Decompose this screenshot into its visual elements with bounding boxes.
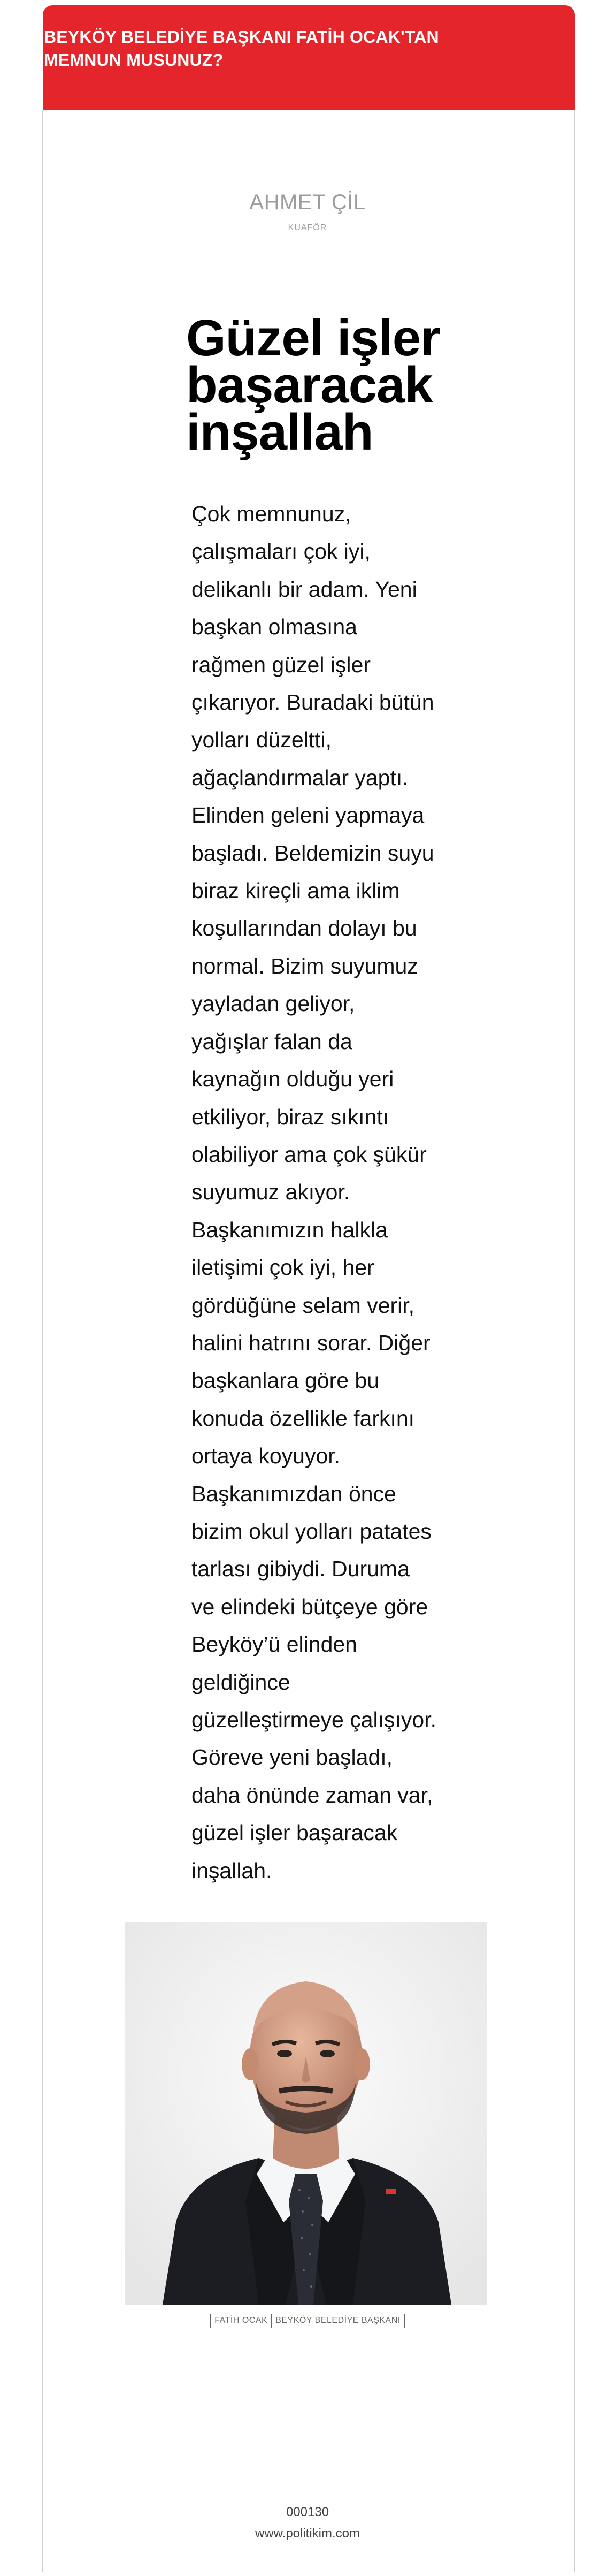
article-body: Çok memnunuz, çalışmaları çok iyi, delikanlı bir adam. Yeni başkan olmasına rağmen güzel işler çıkarıyor. Buradaki bütün yolları düzeltti, ağaçlandırmalar yaptı. Elinden geleni yapmaya başladı. Beldemizin suyu biraz kireçli ama iklim koşullarından dolayı bu normal. Bizim suyumuz yayladan geliyor, yağışlar falan da kaynağın olduğu yeri etkiliyor, biraz sıkıntı olabiliyor ama çok şükür suyumuz akıyor. Başkanımızın halkla iletişimi çok iyi, her gördüğüne selam verir, halini hatrını sorar. Diğer başkanlara göre bu konuda özellikle farkını ortaya koyuyor. Başkanımızdan önce bizim okul yolları patates tarlası gibiydi. Duruma ve elindeki bütçeye göre Beyköy’ü elinden geldiğince güzelleştirmeye çalışıyor. Göreve yeni başladı, daha önünde zaman var, güzel işler başaracak inşallah. (191, 501, 437, 1883)
right-margin-rule (574, 110, 575, 2572)
lapel-pin-icon (386, 2189, 396, 2194)
author-role: KUAFÖR (288, 223, 327, 232)
caption-divider (271, 2314, 272, 2328)
caption-divider (210, 2314, 211, 2328)
banner-title: BEYKÖY BELEDİYE BAŞKANI FATİH OCAK'TAN MEMNUN MUSUNUZ? (44, 27, 439, 70)
page-number: 000130 (286, 2505, 329, 2519)
caption-title: BEYKÖY BELEDİYE BAŞKANI (275, 2316, 401, 2326)
caption-divider (404, 2314, 405, 2328)
portrait-illustration (125, 1922, 487, 2305)
article-headline: Güzel işler başaracak inşallah (186, 309, 440, 461)
caption-name: FATİH OCAK (214, 2316, 268, 2326)
photo-caption (0, 2314, 615, 2328)
author-name: AHMET ÇİL (249, 191, 366, 214)
portrait-photo (125, 1922, 487, 2305)
left-margin-rule (42, 110, 43, 2572)
website-link[interactable]: www.politikim.com (255, 2526, 360, 2541)
